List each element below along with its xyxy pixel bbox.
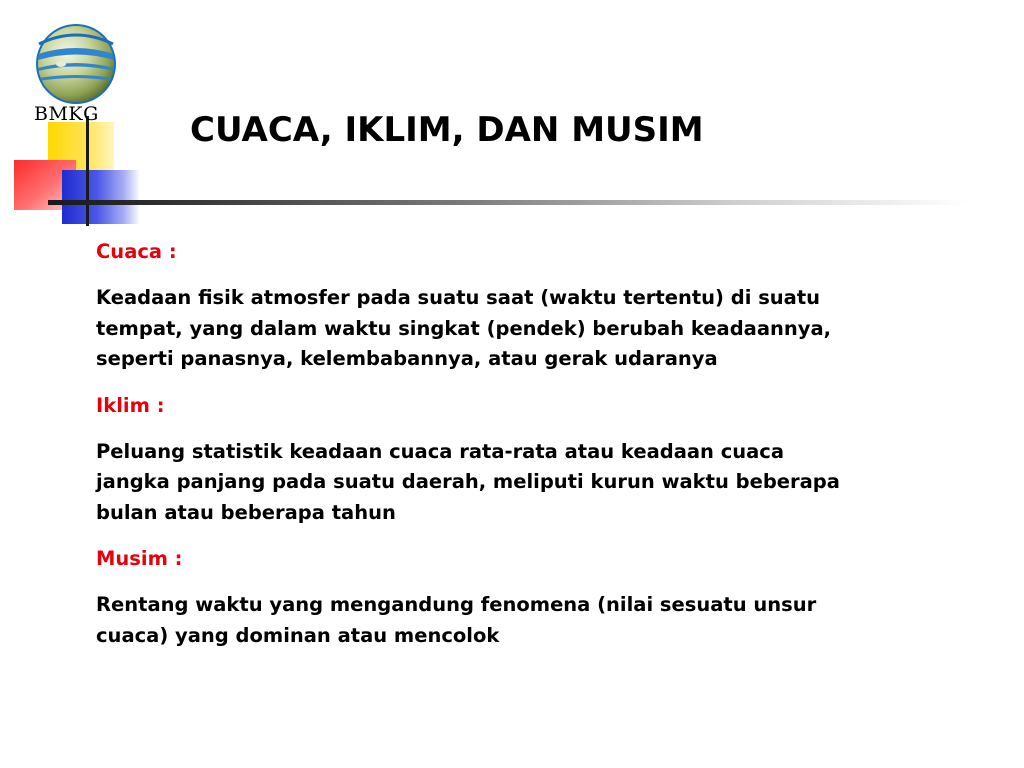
title-underline (48, 200, 968, 205)
section-text: Peluang statistik keadaan cuaca rata-rata atau keadaan cuaca jangka panjang pada suatu daerah, meliputi kurun waktu beberapa bulan atau beberapa tahun (96, 439, 840, 524)
section-heading: Iklim : (96, 393, 165, 417)
content-body (96, 237, 976, 667)
page-title: CUACA, IKLIM, DAN MUSIM (190, 110, 704, 150)
bmkg-logo-icon (31, 24, 121, 104)
section-text: Rentang waktu yang mengandung fenomena (nilai sesuatu unsur cuaca) yang dominan atau mencolok (96, 593, 817, 647)
section-cuaca (96, 237, 976, 375)
section-iklim (96, 391, 976, 529)
section-heading: Musim : (96, 547, 183, 570)
section-text: Keadaan fisik atmosfer pada suatu saat (waktu tertentu) di suatu tempat, yang dalam waktu singkat (pendek) berubah keadaannya, seperti panasnya, kelembabannya, atau gerak udaranya (96, 286, 832, 370)
vertical-divider (86, 116, 89, 226)
blue-block (62, 170, 140, 224)
section-heading: Cuaca : (96, 240, 177, 263)
section-musim (96, 544, 976, 651)
logo-label: BMKG (34, 103, 99, 125)
